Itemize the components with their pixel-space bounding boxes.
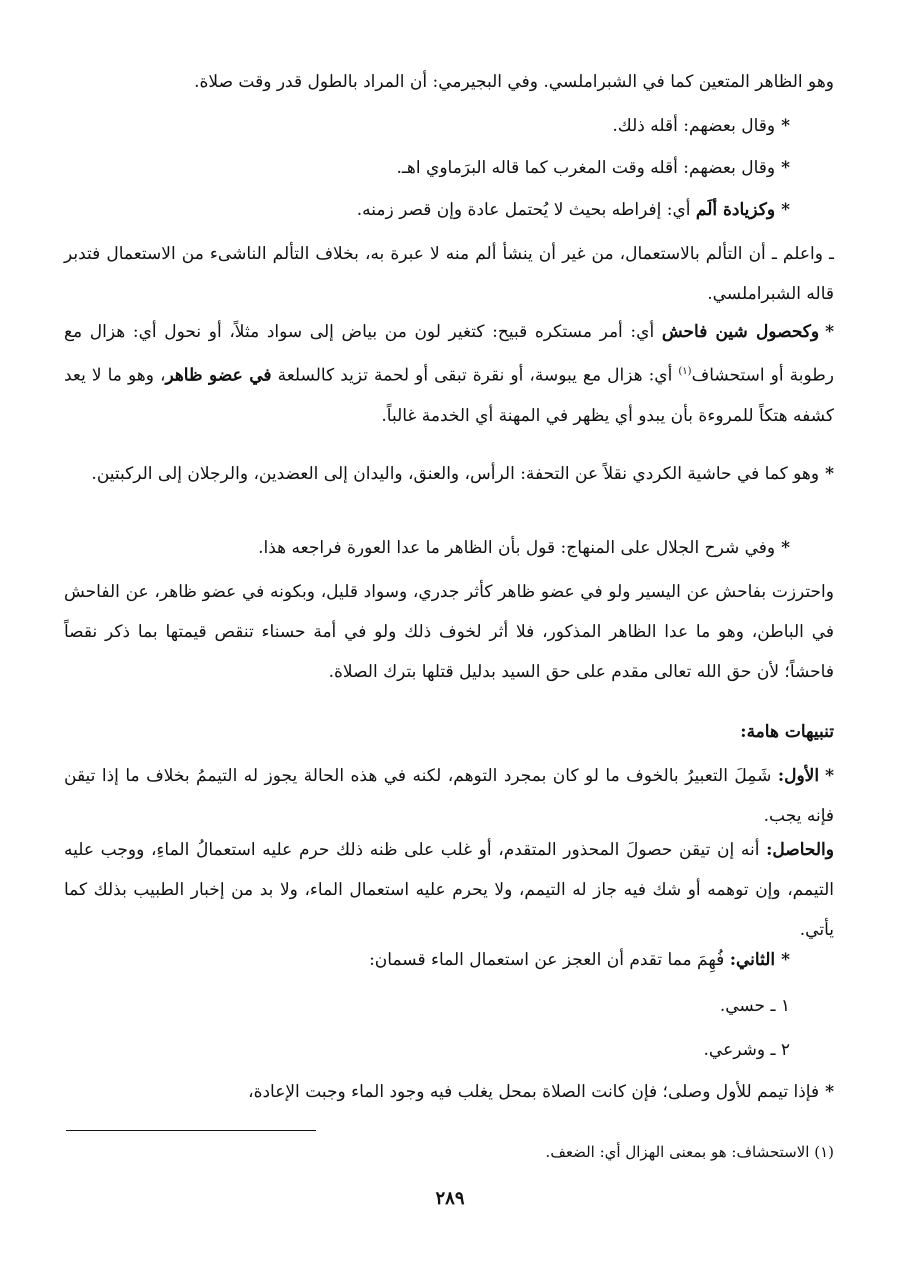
paragraph-text: فُهِمَ مما تقدم أن العجز عن استعمال الماء قسمان:: [369, 950, 730, 970]
section-heading: تنبيهات هامة:: [740, 722, 834, 742]
paragraph: [64, 528, 790, 568]
bullet-marker: *: [825, 1082, 834, 1102]
paragraph: [64, 572, 834, 692]
bullet-marker: *: [781, 950, 790, 970]
paragraph: [64, 756, 834, 836]
paragraph: [64, 106, 790, 146]
bullet-marker: *: [781, 200, 790, 220]
list-item-text: ١ ـ حسي.: [719, 996, 790, 1016]
paragraph-text: أي: هزال مع يبوسة، أو نقرة تبقى أو لحمة تزيد كالسلعة: [271, 365, 679, 386]
footnote-divider: [66, 1130, 316, 1131]
paragraph-emphasis: في عضو ظاهر: [165, 365, 272, 386]
paragraph: [64, 312, 834, 436]
paragraph-text: فإذا تيمم للأول وصلى؛ فإن كانت الصلاة بمحل يغلب فيه وجود الماء وجبت الإعادة،: [248, 1082, 820, 1102]
paragraph-text: وقال بعضهم: أقله ذلك.: [612, 116, 776, 136]
paragraph-text: وفي شرح الجلال على المنهاج: قول بأن الظاهر ما عدا العورة فراجعه هذا.: [258, 538, 776, 558]
paragraph-lead: وكحصول شين فاحش: [661, 322, 820, 342]
paragraph-text: أنه إن تيقن حصولَ المحذور المتقدم، أو غلب على ظنه ذلك حرم عليه استعمالُ الماءِ، ووجب عليه التيمم، وإن توهمه أو شك فيه جاز له التيمم، ولا يحرم عليه استعمال الماء، ولا بد من إخبار الطبيب بذلك كما يأتي.: [64, 840, 834, 940]
paragraph: [64, 940, 790, 980]
paragraph: [64, 148, 790, 188]
paragraph: [64, 62, 834, 102]
paragraph: [64, 454, 834, 494]
paragraph-lead: والحاصل:: [766, 840, 834, 860]
list-item: [64, 1030, 790, 1070]
bullet-marker: *: [825, 322, 834, 342]
paragraph-lead: الأول:: [777, 766, 820, 786]
paragraph-text: وهو الظاهر المتعين كما في الشبراملسي. وفي البجيرمي: أن المراد بالطول قدر وقت صلاة.: [194, 72, 834, 92]
paragraph-text: ـ واعلم ـ أن التألم بالاستعمال، من غير أن ينشأ ألم منه لا عبرة به، بخلاف التألم الناشىء من الاستعمال فتدبر قاله الشبراملسي.: [64, 244, 834, 304]
paragraph: [64, 234, 834, 314]
list-item-text: ٢ ـ وشرعي.: [703, 1040, 790, 1060]
footnote-reference[interactable]: (١): [678, 366, 692, 377]
bullet-marker: *: [781, 116, 790, 136]
list-item: [64, 986, 790, 1026]
bullet-marker: *: [825, 464, 834, 484]
paragraph-text: شَمِلَ التعبيرُ بالخوف ما لو كان بمجرد التوهم، لكنه في هذه الحالة يجوز له التيممُ بخلاف ما إذا تيقن فإنه يجب.: [64, 766, 834, 826]
paragraph: [64, 1072, 834, 1112]
page-number: ٢٨٩: [435, 1188, 465, 1209]
bullet-marker: *: [781, 158, 790, 178]
paragraph: [64, 830, 834, 950]
paragraph-text: أي: أمر مستكره قبيح: كتغير لون من بياض إلى سواد مثلاً، أو نحول أي: هزال مع رطوبة أو استحشاف: [64, 322, 834, 386]
paragraph-lead: وكزيادة ألَم: [695, 200, 776, 220]
paragraph-text: وقال بعضهم: أقله وقت المغرب كما قاله البرَماوي اهـ.: [396, 158, 776, 178]
bullet-marker: *: [825, 766, 834, 786]
paragraph: [64, 190, 790, 230]
footnote: (١) الاستحشاف: هو بمعنى الهزال أي: الضعف.: [545, 1143, 834, 1161]
bullet-marker: *: [781, 538, 790, 558]
paragraph-text: ، وهو ما لا يعد كشفه هتكاً للمروءة بأن يبدو أي يظهر في المهنة أي الخدمة غالباً.: [64, 365, 834, 426]
paragraph-text: واحترزت بفاحش عن اليسير ولو في عضو ظاهر كأثر جدري، وسواد قليل، وبكونه في عضو ظاهر، عن الفاحش في الباطن، وهو ما عدا الظاهر المذكور، فلا أثر لخوف ذلك ولو في أمة حسناء تنقص قيمتها بما ذكر نقصاً فاحشاً؛ لأن حق الله تعالى مقدم على حق السيد بدليل قتلها بترك الصلاة.: [64, 582, 834, 682]
paragraph-text: أي: إفراطه بحيث لا يُحتمل عادة وإن قصر زمنه.: [356, 200, 696, 220]
paragraph-text: وهو كما في حاشية الكردي نقلاً عن التحفة: الرأس، والعنق، واليدان إلى العضدين، والرجلان إلى الركبتين.: [91, 464, 820, 484]
paragraph-lead: الثاني:: [729, 950, 776, 970]
